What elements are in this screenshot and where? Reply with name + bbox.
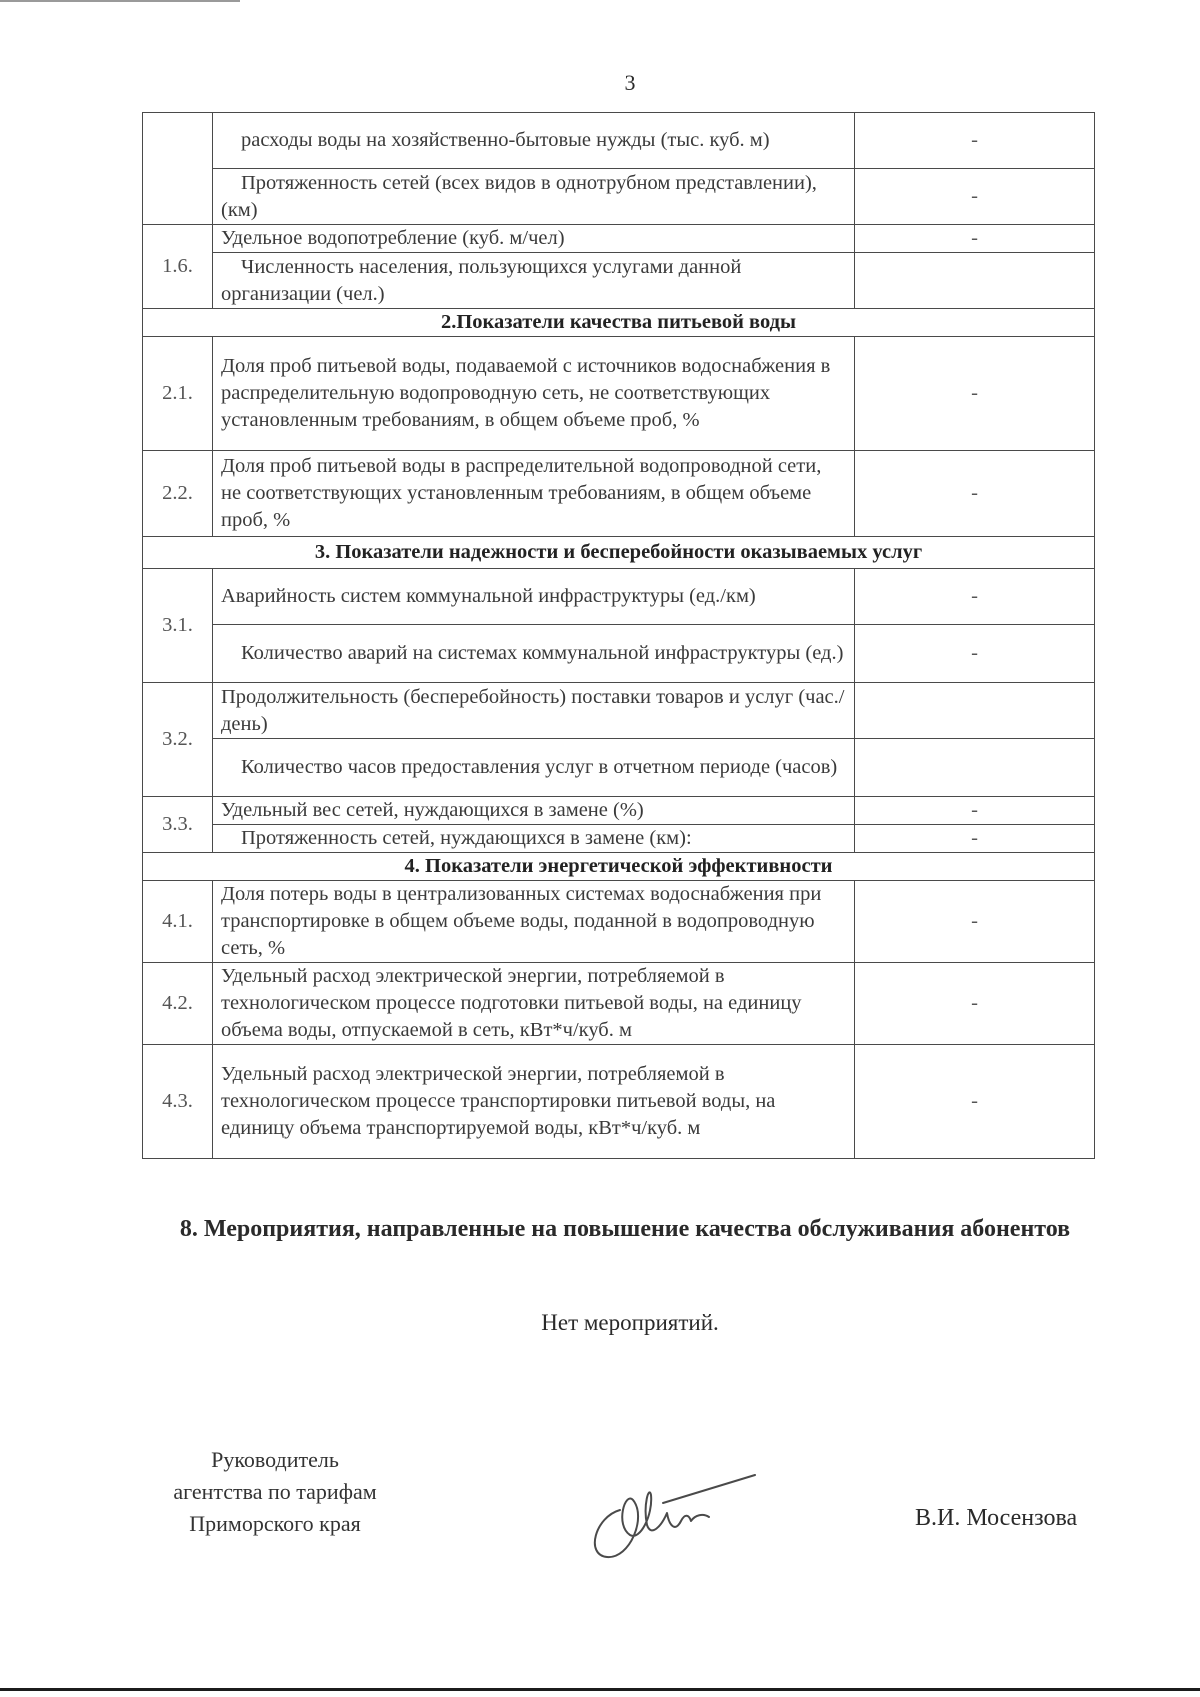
indicator-value xyxy=(855,683,1095,739)
indicator-name: Продолжительность (бесперебойность) поставки товаров и услуг (час./день) xyxy=(213,683,855,739)
indicator-number: 3.2. xyxy=(143,683,213,797)
section-title: 2.Показатели качества питьевой воды xyxy=(143,309,1095,337)
indicator-value: - xyxy=(855,451,1095,537)
indicators-table xyxy=(142,112,1095,1159)
signatory-title xyxy=(130,1444,420,1540)
indicator-name: Протяженность сетей (всех видов в однотрубном представлении), (км) xyxy=(213,169,855,225)
signatory-title-line1: Руководитель xyxy=(211,1447,339,1472)
indicator-row xyxy=(143,337,1095,451)
indicator-row xyxy=(143,739,1095,797)
handwritten-signature xyxy=(585,1455,765,1565)
section-8-heading: 8. Мероприятия, направленные на повышение качества обслуживания абонентов xyxy=(179,1216,1071,1242)
indicator-value: - xyxy=(855,225,1095,253)
bottom-edge-rule xyxy=(0,1688,1200,1691)
indicator-row xyxy=(143,683,1095,739)
indicator-name: Доля проб питьевой воды в распределительной водопроводной сети, не соответствующих установленным требованиям, в общем объеме проб, % xyxy=(213,451,855,537)
signatory-name: В.И. Мосензова xyxy=(915,1505,1078,1531)
indicator-name: расходы воды на хозяйственно-бытовые нужды (тыс. куб. м) xyxy=(213,113,855,169)
indicator-name: Удельный вес сетей, нуждающихся в замене (%) xyxy=(213,797,855,825)
indicator-row xyxy=(143,451,1095,537)
indicator-value: - xyxy=(855,825,1095,853)
indicator-value: - xyxy=(855,625,1095,683)
indicator-row xyxy=(143,225,1095,253)
section-header-row xyxy=(143,309,1095,337)
indicator-number xyxy=(143,113,213,225)
indicator-name: Численность населения, пользующихся услугами данной организации (чел.) xyxy=(213,253,855,309)
section-title: 4. Показатели энергетической эффективности xyxy=(143,853,1095,881)
indicator-name: Доля потерь воды в централизованных системах водоснабжения при транспортировке в общем объеме воды, поданной в водопроводную сеть, % xyxy=(213,881,855,963)
indicator-value: - xyxy=(855,881,1095,963)
indicator-number: 4.1. xyxy=(143,881,213,963)
indicator-row xyxy=(143,963,1095,1045)
page-number: 3 xyxy=(624,70,636,95)
indicator-row xyxy=(143,569,1095,625)
indicator-number: 2.1. xyxy=(143,337,213,451)
section-title: 3. Показатели надежности и бесперебойности оказываемых услуг xyxy=(143,537,1095,569)
indicator-row xyxy=(143,253,1095,309)
indicator-number: 4.2. xyxy=(143,963,213,1045)
indicator-value: - xyxy=(855,963,1095,1045)
signatory-title-line2: агентства по тарифам xyxy=(173,1479,377,1504)
indicator-value: - xyxy=(855,1045,1095,1159)
indicator-name: Доля проб питьевой воды, подаваемой с источников водоснабжения в распределительную водопроводную сеть, не соответствующих установленным требованиям, в общем объеме проб, % xyxy=(213,337,855,451)
indicator-row xyxy=(143,825,1095,853)
indicator-value xyxy=(855,739,1095,797)
indicator-value: - xyxy=(855,797,1095,825)
indicator-number: 3.3. xyxy=(143,797,213,853)
indicator-number: 1.6. xyxy=(143,225,213,309)
indicator-value: - xyxy=(855,337,1095,451)
indicator-name: Удельный расход электрической энергии, потребляемой в технологическом процессе транспортировки питьевой воды, на единицу объема транспортируемой воды, кВт*ч/куб. м xyxy=(213,1045,855,1159)
indicator-row xyxy=(143,113,1095,169)
indicator-name: Аварийность систем коммунальной инфраструктуры (ед./км) xyxy=(213,569,855,625)
indicator-number: 4.3. xyxy=(143,1045,213,1159)
top-edge-rule xyxy=(0,0,240,2)
indicator-name: Количество аварий на системах коммунальной инфраструктуры (ед.) xyxy=(213,625,855,683)
signatory-title-line3: Приморского края xyxy=(189,1511,361,1536)
indicator-value: - xyxy=(855,113,1095,169)
no-measures-text: Нет мероприятий. xyxy=(541,1310,719,1335)
indicator-name: Удельное водопотребление (куб. м/чел) xyxy=(213,225,855,253)
section-header-row xyxy=(143,853,1095,881)
indicator-value xyxy=(855,253,1095,309)
indicator-name: Количество часов предоставления услуг в отчетном периоде (часов) xyxy=(213,739,855,797)
indicator-value: - xyxy=(855,169,1095,225)
indicator-name: Удельный расход электрической энергии, потребляемой в технологическом процессе подготовки питьевой воды, на единицу объема воды, отпускаемой в сеть, кВт*ч/куб. м xyxy=(213,963,855,1045)
indicator-number: 2.2. xyxy=(143,451,213,537)
indicator-row xyxy=(143,881,1095,963)
indicator-row xyxy=(143,797,1095,825)
indicator-value: - xyxy=(855,569,1095,625)
section-header-row xyxy=(143,537,1095,569)
indicator-number: 3.1. xyxy=(143,569,213,683)
indicators-table-body xyxy=(143,113,1095,1159)
indicator-name: Протяженность сетей, нуждающихся в замене (км): xyxy=(213,825,855,853)
indicator-row xyxy=(143,169,1095,225)
indicator-row xyxy=(143,625,1095,683)
indicator-row xyxy=(143,1045,1095,1159)
